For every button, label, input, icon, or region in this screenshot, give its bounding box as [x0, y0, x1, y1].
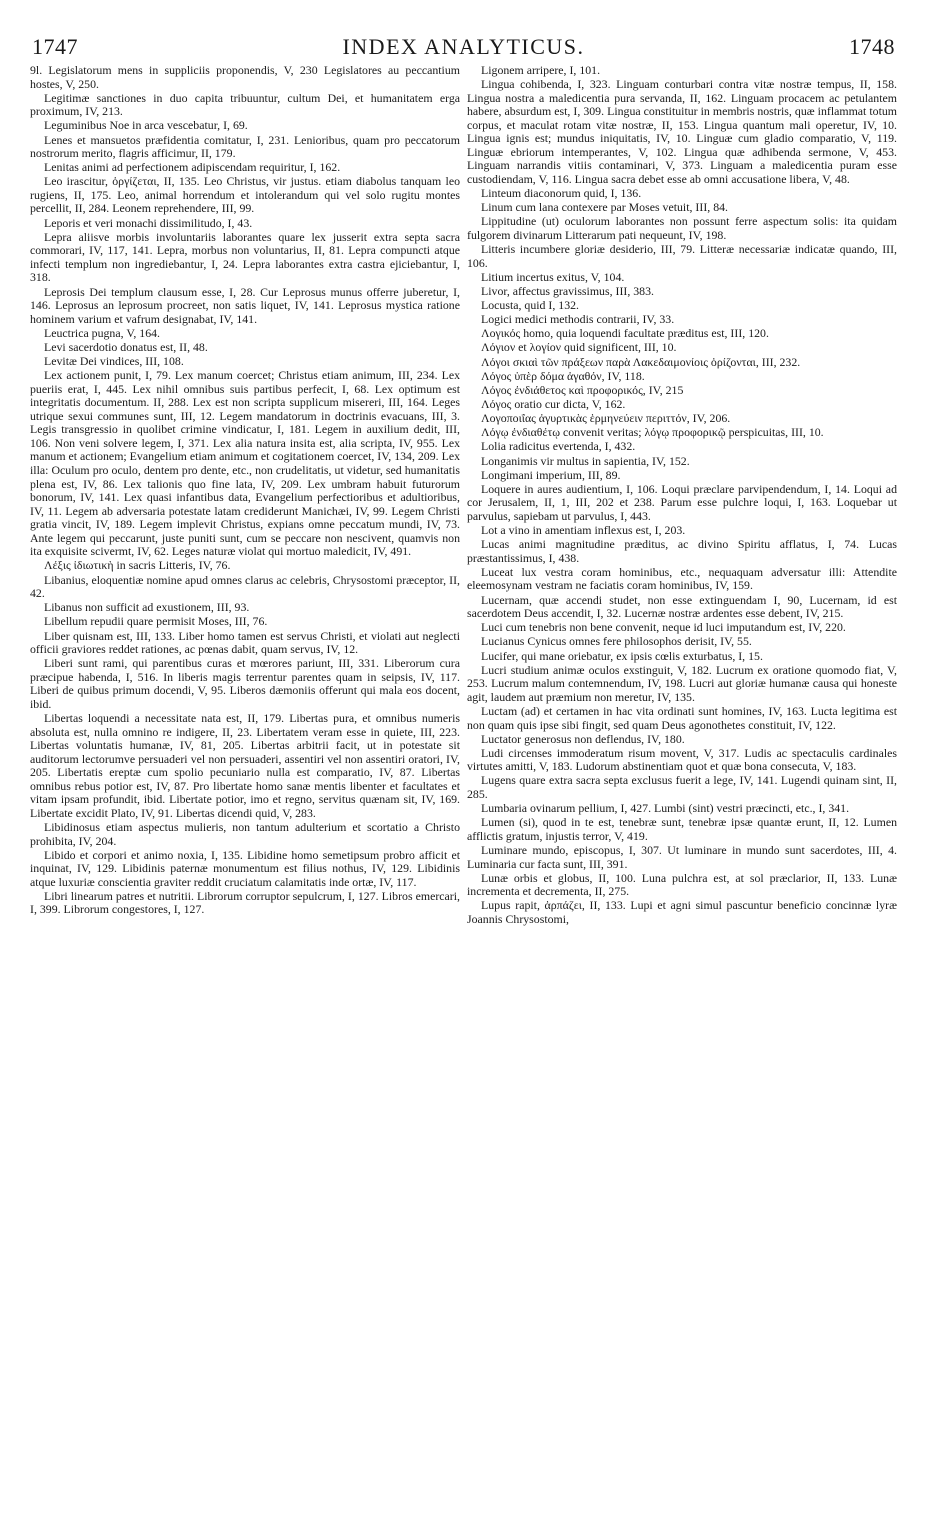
index-entry: Liberi sunt rami, qui parentibus curas et mœrores pariunt, III, 331. Liberorum cura præcipue habenda, I, 516. In liberis magis terrentur parentes quam in seipsis, IV, 117. Liberi de quibus primum docendi, V, 95. Liberos dæmoniis offerunt qui mala eos docent, ibid. [30, 656, 460, 711]
index-entry: Levi sacerdotio donatus est, II, 48. [44, 339, 208, 354]
index-entry: Lot a vino in amentiam inflexus est, I, 203. [481, 523, 686, 538]
index-entry: Lenitas animi ad perfectionem adipiscendam requiritur, I, 162. [44, 160, 341, 175]
index-entry: Legitimæ sanctiones in duo capita tribuuntur, cultum Dei, et humanitatem erga proximum, IV, 213. [30, 90, 460, 119]
index-entry: Libidinosus etiam aspectus mulieris, non tantum adulterium et scortatio a Christo prohibita, IV, 204. [30, 819, 460, 848]
left-column [30, 64, 460, 1534]
running-header [28, 34, 899, 64]
index-entry: Lucas animi magnitudine præditus, ac divino Spiritu afflatus, I, 74. Lucas præstantissimus, I, 438. [467, 537, 897, 565]
index-entry: Libellum repudii quare permisit Moses, III, 76. [44, 614, 268, 629]
index-entry: Luctam (ad) et certamen in hac vita ordinati sunt homines, IV, 163. Lucta legitima est non quam quis ipse sibi fingit, sed quam Deus agonothetes constituit, IV, 122. [467, 703, 897, 732]
index-entry: Liber quisnam est, III, 133. Liber homo tamen est servus Christi, et violati aut neglecti officii graviores reddet rationes, ac pœnas dabit, quam servus, IV, 12. [30, 628, 460, 657]
index-entry: Locusta, quid I, 132. [481, 298, 580, 313]
index-entry: Lumen (si), quod in te est, tenebræ sunt, tenebræ ipsæ quantæ erunt, II, 12. Lumen afflictis gratum, injustis terror, V, 419. [467, 815, 897, 843]
index-entry: Libanus non sufficit ad exustionem, III, 93. [44, 600, 250, 615]
index-entry: Lolia radicitus evertenda, I, 432. [481, 439, 636, 454]
index-entry: Λόγος oratio cur dicta, V, 162. [481, 397, 626, 412]
index-entry: 9l. Legislatorum mens in suppliciis proponendis, V, 230 Legislatores au peccantium hostes, V, 250. [30, 64, 460, 91]
index-entry: Λογοποιΐας ἀγυρτικὰς ἑρμηνεύειν περιττόν, IV, 206. [481, 411, 731, 426]
page-number-right: 1748 [849, 34, 895, 59]
index-entry: Lippitudine (ut) oculorum laborantes non possunt ferre aspectum solis: ita quidam fulgorem divinarum Litterarum pati nequeunt, IV, 198. [467, 214, 897, 242]
index-entry: Lucernam, quæ accendi studet, non esse extinguendam I, 90, Lucernam, id est sacerdotem Deus accendit, I, 32. Lucernæ nostræ ardentes esse debent, IV, 215. [467, 592, 897, 621]
index-entry: Linteum diaconorum quid, I, 136. [481, 186, 642, 201]
index-entry: Λόγος ἐνδιάθετος καὶ προφορικός, IV, 215 [481, 382, 684, 397]
index-entry: Litium incertus exitus, V, 104. [481, 269, 625, 284]
index-entry: Leuctrica pugna, V, 164. [44, 325, 160, 340]
index-entry: Loquere in aures audientium, I, 106. Loqui præclare parvipendendum, I, 14. Loqui ad cor Jerusalem, II, 1, III, 202 et 238. Parum esse pulchre loqui, I, 163. Loquebar ut parvulus, sapiebam ut parvulus, I, 443. [467, 481, 897, 523]
index-entry: Λόγιον et λογίον quid significent, III, 10. [481, 340, 677, 355]
index-entry: Leporis et veri monachi dissimilitudo, I, 43. [44, 215, 253, 230]
index-entry: Lenes et mansuetos præfidentia comitatur, I, 231. Lenioribus, quam pro peccatorum nostrorum merito, flagris afficimur, II, 179. [30, 132, 460, 161]
index-entry: Linum cum lana contexere par Moses vetuit, III, 84. [481, 200, 728, 215]
index-entry: Leguminibus Noe in arca vescebatur, I, 69. [44, 118, 248, 133]
index-entry: Longanimis vir multus in sapientia, IV, 152. [481, 453, 690, 468]
index-entry: Lupus rapit, ἁρπάζει, II, 133. Lupi et agni simul pascuntur beneficio concinnæ lyræ Joannis Chrysostomi, [467, 898, 897, 926]
index-entry: Levitæ Dei vindices, III, 108. [44, 354, 184, 369]
index-entry: Luceat lux vestra coram hominibus, etc., nequaquam adversatur illi: Attendite eleemosynam vestram ne faciatis coram hominibus, IV, 159. [467, 564, 897, 593]
index-entry: Lumbaria ovinarum pellium, I, 427. Lumbi (sint) vestri præcincti, etc., I, 341. [481, 801, 850, 816]
index-entry: Ligonem arripere, I, 101. [481, 64, 601, 77]
index-entry: Logici medici methodis contrarii, IV, 33. [481, 312, 675, 327]
index-entry: Lucri studium animæ oculos exstinguit, V, 182. Lucrum ex oratione quomodo fiat, V, 253. Lucrum malum contemnendum, IV, 198. Lucri aut gloriæ humanæ causa qui honeste agit, laudem aut præmium non meretur, IV, 135. [467, 662, 897, 704]
index-entry: Λόγῳ ἐνδιαθέτῳ convenit veritas; λόγῳ προφορικῷ perspicuitas, III, 10. [481, 425, 824, 440]
index-entry: Litteris incumbere gloriæ desiderio, III, 79. Litteræ necessariæ indicatæ quando, III, 106. [467, 242, 897, 270]
index-entry: Λόγοι σκιαὶ τῶν πράξεων παρὰ Λακεδαιμονίοις ὁρίζονται, III, 232. [481, 354, 801, 369]
index-entry: Luci cum tenebris non bene convenit, neque id luci imputandum est, IV, 220. [481, 620, 846, 635]
index-entry: Libri linearum patres et nutritii. Librorum corruptor sepulcrum, I, 127. Libros emercari, I, 399. Librorum congestores, I, 127. [30, 888, 460, 917]
index-entry: Livor, affectus gravissimus, III, 383. [481, 283, 654, 298]
index-entry: Lunæ orbis et globus, II, 100. Luna pulchra est, at sol præclarior, II, 133. Lunæ incrementa et decrementa, II, 275. [467, 870, 897, 899]
page-number-left: 1747 [32, 34, 78, 59]
index-entry: Λέξις ἰδιωτικὴ in sacris Litteris, IV, 76. [44, 558, 231, 573]
index-entry: Luctator generosus non deflendus, IV, 180. [481, 731, 685, 746]
index-entry: Lucifer, qui mane oriebatur, ex ipsis cœlis exturbatus, I, 15. [481, 648, 763, 663]
index-entry: Libertas loquendi a necessitate nata est, II, 179. Libertas pura, et omnibus numeris absoluta est, nulla omnino re indigere, II, 23. Libertatem veram esse in quiete, III, 223. Libertas voluntatis humanæ, IV, 81, 205. Libertas arbitrii facit, ut in potestate sit auditorum lectorumve persuaderi vel non persuaderi, assentiri vel non assentiri oratori, IV, 205. Libertatis ereptæ cum spolio pecuniario nulla est comparatio, IV, 87. Libertas omnibus rebus potior est, IV, 87. Pro libertate homo sanæ mentis libenter et facultates et vitam ipsam profundit, ibid. Libertate potior, imo et regno, servitus quænam sit, IV, 169. Libertate excidit Plato, IV, 91. Libertas dicendi quid, V, 283. [30, 710, 460, 820]
right-column [467, 64, 897, 1534]
index-entry: Λόγος ὑπὲρ δόμα ἀγαθόν, IV, 118. [481, 368, 645, 383]
index-entry: Lingua cohibenda, I, 323. Linguam conturbari contra vitæ nostræ tempus, II, 158. Lingua nostra a maledicentia pura servanda, II, 162. Linguam procacem ac petulantem habere, absurdum est, I, 309. Lingua constituitur in membris nostris, quæ inflammat totum corpus, et maculat rotam vitæ nostræ, II, 153. Lingua quantum mali operetur, IV, 10. Lingua ignis est; mundus iniquitatis, IV, 10. Linguæ cum gladio comparatio, V, 119. Linguæ ebriorum intemperantes, V, 102. Lingua quæ adhibenda sermone, V, 453. Linguam narrandis vitiis contaminari, V, 373. Linguam a maledicentia puram esse custodiendam, V, 116. Lingua sacra debet esse ab omni accusatione libera, V, 48. [467, 77, 897, 186]
page-title: INDEX ANALYTICUS. [342, 34, 585, 59]
index-entry: Libido et corpori et animo noxia, I, 135. Libidine homo semetipsum probro afficit et inquinat, IV, 129. Libidinis paternæ monumentum est filius nothus, IV, 129. Libidinis atque luxuriæ conscientia graviter reddit cruciatum calamitatis inde ortæ, IV, 117. [30, 847, 460, 889]
index-entry: Libanius, eloquentiæ nomine apud omnes clarus ac celebris, Chrysostomi præceptor, II, 42. [30, 572, 460, 601]
index-entry: Lucianus Cynicus omnes fere philosophos derisit, IV, 55. [481, 634, 752, 649]
index-entry: Ludi circenses immoderatum risum movent, V, 317. Ludis ac spectaculis cardinales virtutes amitti, V, 183. Ludorum abstinentiam quot et quæ bona consecuta, V, 183. [467, 745, 897, 774]
index-entry: Lex actionem punit, I, 79. Lex manum coercet; Christus etiam animum, III, 234. Lex pueriis erat, I, 445. Lex nihil omnibus suis partibus perfecit, I, 68. Lex optimum est integritatis documentum. II, 288. Lex est non scripta supplicum misereri, III, 164. Leges utrique sexui communes sunt, III, 12. Legem mandatorum in doctrinis evacuans, III, 3. Legis transgressio in quolibet crimine vindicatur, I, 181. Legem in auxilium dedit, III, 106. Non veni solvere legem, I, 371. Lex alia natura insita est, alia scripta, IV, 955. Lex manum et actionem; Evangelium etiam animum et cogitationem coercet, IV, 134, 209. Lex illa: Oculum pro oculo, dentem pro dente, etc., non crudelitatis, ut videtur, sed humanitatis plena est, IV, 86. Lex talionis quo fine lata, IV, 209. Lex umbram habuit futurorum bonorum, IV, 141. Lex quasi infantibus data, Evangelium perfectioribus et adultioribus, IV, 11. Legem ab adversaria potestate latam crediderunt Manichæi, IV, 99. Legem Christi gratia vincit, IV, 189. Legem implevit Christus, expians omne peccatum mundi, IV, 73. Ante legem qui peccarunt, juste puniti sunt, cum se peccare non nescivent, quamvis non ita exquisite scivermt, IV, 62. Leges naturæ violat qui mortuo maledicit, IV, 491. [30, 368, 460, 559]
index-entry: Leprosis Dei templum clausum esse, I, 28. Cur Leprosus munus offerre juberetur, I, 146. Leprosus an leprosum procreet, non satis liquet, IV, 141. Leprosus mystica ratione hominem varium et vafrum designabat, IV, 141. [30, 284, 460, 326]
index-entry: Leo irascitur, ὀργίζεται, II, 135. Leo Christus, vir justus. etiam diabolus tanquam leo rugiens, II, 175. Leo, animal horrendum et intolerandum qui vel solo rugitu montes percellit, II, 284. Leonem reprehendere, III, 99. [30, 174, 460, 216]
index-entry: Luminare mundo, episcopus, I, 307. Ut luminare in mundo sunt sacerdotes, III, 4. Luminaria cur facta sunt, III, 391. [467, 843, 897, 871]
index-entry: Lugens quare extra sacra septa exclusus fuerit a lege, IV, 141. Lugendi quinam sint, II, 285. [467, 773, 897, 802]
index-entry: Λογικός homo, quia loquendi facultate præditus est, III, 120. [481, 326, 769, 341]
index-entry: Lepra aliisve morbis involuntariis laborantes quare lex jusserit extra septa sacra commorari, IV, 117, 141. Lepra, morbus non voluntarius, II, 81. Lepra compuncti atque infecti templum non ingrediebantur, I, 24. Lepra laborantes extra castra ejiciebantur, I, 318. [30, 229, 460, 285]
index-entry: Longimani imperium, III, 89. [481, 467, 621, 482]
